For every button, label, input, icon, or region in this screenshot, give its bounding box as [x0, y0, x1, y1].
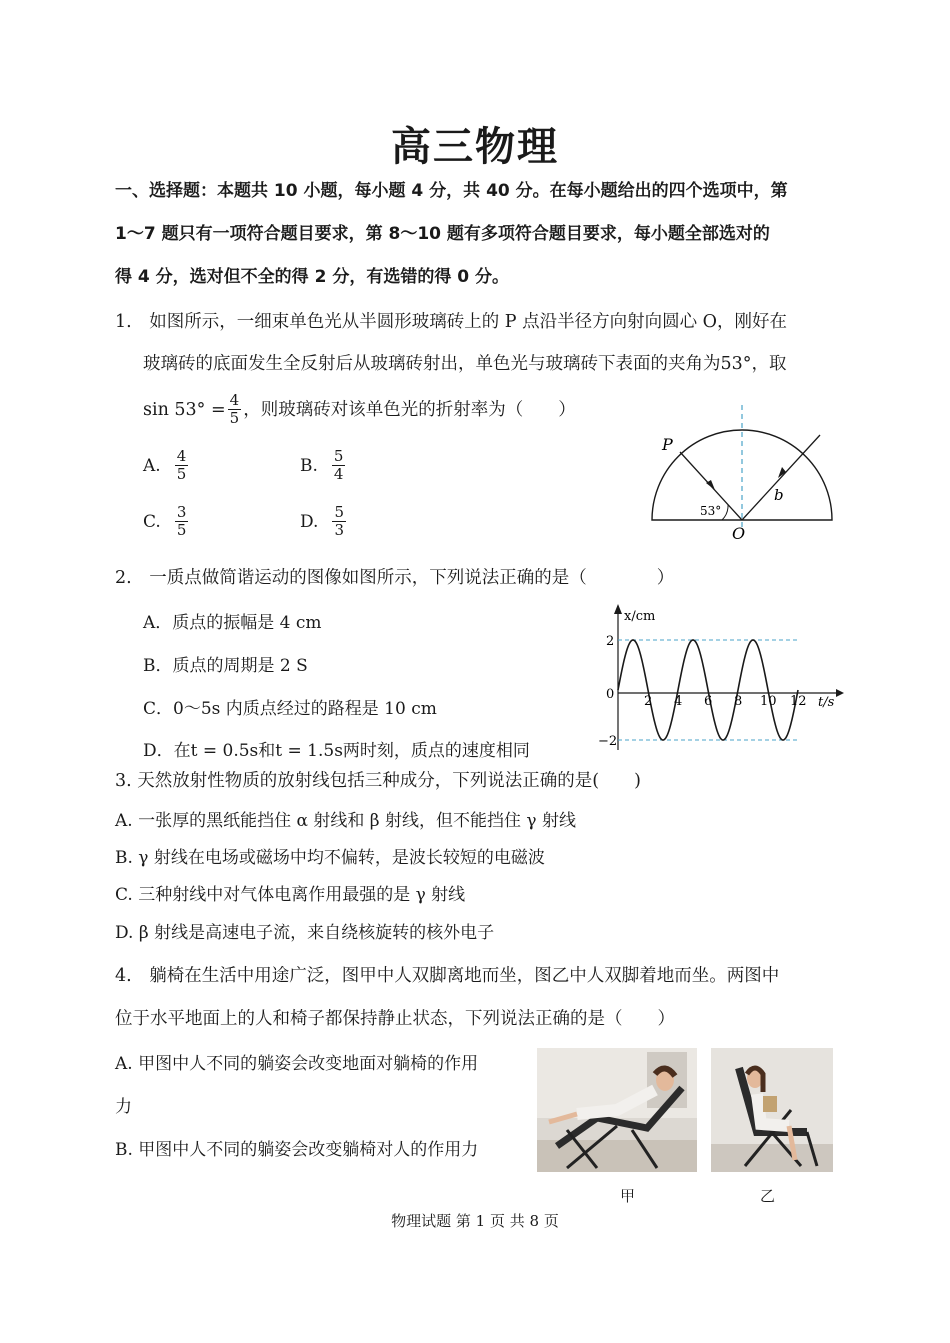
photo-yi-reclining-chair — [711, 1048, 833, 1172]
x-tick-6: 6 — [704, 694, 713, 709]
shm-curve — [618, 640, 798, 740]
x-axis-arrow — [836, 689, 844, 697]
q1-sin-prefix: sin 53° = — [143, 399, 226, 420]
q1-option-a[interactable] — [143, 448, 190, 483]
q1-fraction — [228, 392, 242, 427]
frac-num: 3 — [176, 503, 187, 521]
reflected-ray — [742, 435, 820, 520]
frac-num: 4 — [176, 447, 187, 465]
page-footer: 物理试题 第 1 页 共 8 页 — [391, 1212, 559, 1230]
option-fraction — [332, 504, 346, 539]
frac-den: 5 — [176, 521, 187, 539]
label-angle: 53° — [700, 504, 722, 518]
q1-line-2: 玻璃砖的底面发生全反射后从玻璃砖射出，单色光与玻璃砖下表面的夹角为53°，取 — [143, 354, 787, 374]
q2-option-a[interactable]: A．质点的振幅是 4 cm — [143, 613, 322, 633]
q4-option-a-line-1[interactable]: A. 甲图中人不同的躺姿会改变地面对躺椅的作用 — [115, 1054, 479, 1074]
label-b: b — [774, 486, 784, 504]
label-p: P — [662, 435, 673, 454]
x-tick-12: 12 — [790, 694, 807, 709]
photo-jia-reclining-chair — [537, 1048, 697, 1172]
label-o: O — [732, 524, 746, 543]
q3-option-d[interactable]: D. β 射线是高速电子流，来自绕核旋转的核外电子 — [115, 923, 495, 943]
y-tick-neg2: −2 — [598, 734, 618, 749]
section-line-1: 一、选择题：本题共 10 小题，每小题 4 分，共 40 分。在每小题给出的四个选项中，第 — [115, 181, 788, 201]
q3-stem: 3. 天然放射性物质的放射线包括三种成分，下列说法正确的是( ) — [115, 771, 641, 791]
q1-line-3 — [143, 392, 576, 427]
q3-option-b[interactable]: B. γ 射线在电场或磁场中均不偏转，是波长较短的电磁波 — [115, 848, 545, 868]
option-letter: C. — [143, 511, 161, 532]
q1-option-d[interactable] — [300, 504, 348, 539]
q2-option-c[interactable]: C．0～5s 内质点经过的路程是 10 cm — [143, 699, 437, 719]
x-tick-2: 2 — [644, 694, 653, 709]
q1-option-c[interactable] — [143, 504, 190, 539]
q2-option-d[interactable]: D．在t = 0.5s和t = 1.5s两时刻，质点的速度相同 — [143, 741, 530, 761]
q1-frac-num: 4 — [229, 391, 240, 409]
caption-yi: 乙 — [760, 1187, 776, 1205]
section-line-3: 得 4 分，选对但不全的得 2 分，有选错的得 0 分。 — [115, 267, 509, 287]
q4-line-1: 4. 躺椅在生活中用途广泛，图甲中人双脚离地而坐，图乙中人双脚着地而坐。两图中 — [115, 966, 780, 986]
q2-option-b[interactable]: B．质点的周期是 2 S — [143, 656, 308, 676]
option-fraction — [332, 448, 346, 483]
frac-den: 3 — [334, 521, 344, 539]
frac-num: 5 — [334, 503, 344, 521]
x-tick-10: 10 — [760, 694, 777, 709]
option-letter: D. — [300, 511, 319, 532]
x-tick-8: 8 — [734, 694, 743, 709]
option-letter: B. — [300, 455, 318, 476]
frac-den: 5 — [176, 465, 187, 483]
q1-line-1: 1. 如图所示，一细束单色光从半圆形玻璃砖上的 P 点沿半径方向射向圆心 O，刚好在 — [115, 312, 788, 332]
section-instructions — [115, 170, 840, 299]
y-axis-label: x/cm — [624, 609, 656, 624]
option-letter: A. — [143, 455, 161, 476]
x-axis-label: t/s — [818, 695, 835, 710]
q3-option-c[interactable]: C. 三种射线中对气体电离作用最强的是 γ 射线 — [115, 885, 466, 905]
q4-option-a-line-2[interactable]: 力 — [115, 1097, 132, 1117]
page-title: 高三物理 — [391, 124, 559, 170]
q1-option-b[interactable] — [300, 448, 347, 483]
q2-shm-chart — [598, 600, 848, 752]
q2-stem: 2. 一质点做简谐运动的图像如图所示，下列说法正确的是（ ） — [115, 568, 675, 588]
frac-den: 4 — [333, 465, 344, 483]
caption-jia: 甲 — [620, 1187, 636, 1205]
y-tick-0: 0 — [606, 687, 615, 702]
option-fraction — [175, 448, 189, 483]
y-tick-2: 2 — [606, 634, 615, 649]
q3-option-a[interactable]: A. 一张厚的黑纸能挡住 α 射线和 β 射线，但不能挡住 γ 射线 — [115, 811, 576, 831]
q1-glass-figure — [640, 400, 850, 545]
q4-line-2: 位于水平地面上的人和椅子都保持静止状态，下列说法正确的是（ ） — [115, 1009, 675, 1029]
frac-num: 5 — [333, 447, 344, 465]
y-axis-arrow — [614, 604, 622, 614]
section-line-2: 1～7 题只有一项符合题目要求，第 8～10 题有多项符合题目要求，每小题全部选对的 — [115, 224, 770, 244]
q1-frac-den: 5 — [229, 409, 240, 427]
angle-arc — [722, 505, 728, 520]
x-tick-4: 4 — [674, 694, 683, 709]
x-tick-labels — [644, 694, 807, 709]
option-fraction — [175, 504, 189, 539]
q4-option-b[interactable]: B. 甲图中人不同的躺姿会改变躺椅对人的作用力 — [115, 1140, 479, 1160]
q1-line-3-suffix: ，则玻璃砖对该单色光的折射率为（ ） — [243, 399, 576, 420]
